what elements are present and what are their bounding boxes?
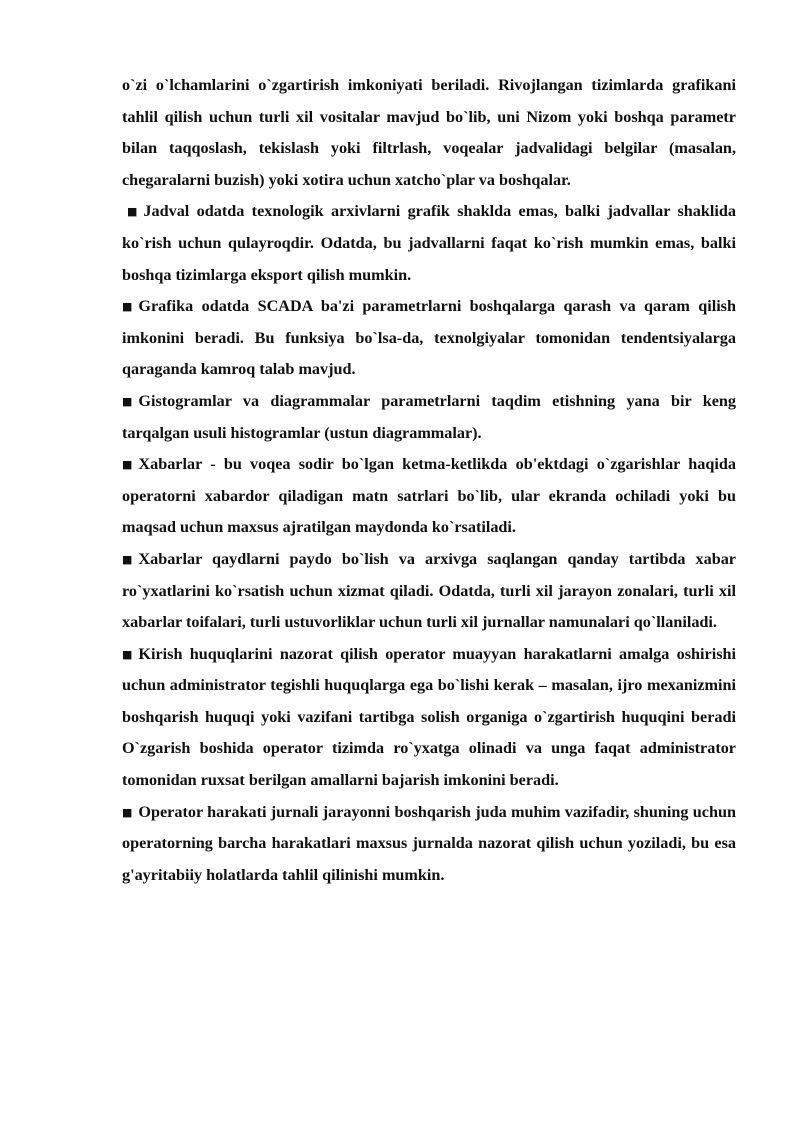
paragraph-text: Operator harakati jurnali jarayonni boshqarish juda muhim vazifadir, shuning uchun operatorning barcha harakatlari maxsus jurnalda nazorat qilish uchun yoziladi, bu esa g'ayritabiiy holatlarda tahlil qilinishi mumkin. — [122, 802, 736, 884]
paragraph-xabarlar — [122, 449, 736, 544]
square-bullet-icon: ■ — [122, 552, 133, 566]
document-page — [122, 70, 736, 891]
square-bullet-icon: ■ — [122, 458, 133, 472]
square-bullet-icon: ■ — [127, 205, 138, 219]
paragraph-gistogramlar — [122, 386, 736, 449]
paragraph-xabarlar-qaydlar — [122, 544, 736, 639]
paragraph-text: Gistogramlar va diagrammalar parametrlarni taqdim etishning yana bir keng tarqalgan usuli histogramlar (ustun diagrammalar). — [122, 391, 736, 442]
square-bullet-icon: ■ — [122, 805, 133, 819]
paragraph-text: Kirish huquqlarini nazorat qilish operator muayyan harakatlarni amalga oshirishi uchun administrator tegishli huquqlarga ega bo`lishi kerak – masalan, ijro mexanizmini boshqarish huquqi yoki vazifani tartibga solish organiga o`zgartirish huquqini beradi O`zgarish boshida operator tizimda ro`yxatga olinadi va unga faqat administrator tomonidan ruxsat berilgan amallarni bajarish imkonini beradi. — [122, 644, 736, 790]
square-bullet-icon: ■ — [122, 300, 133, 314]
paragraph-kirish-huquqlari — [122, 639, 736, 797]
paragraph-jadval — [122, 196, 736, 291]
paragraph-text: Grafika odatda SCADA ba'zi parametrlarni boshqalarga qarash va qaram qilish imkonini beradi. Bu funksiya bo`lsa-da, texnolgiyalar tomonidan tendentsiyalarga qaraganda kamroq talab mavjud. — [122, 297, 736, 379]
paragraph-operator-jurnali — [122, 797, 736, 892]
square-bullet-icon: ■ — [122, 394, 133, 408]
paragraph-continuation: o`zi o`lchamlarini o`zgartirish imkoniyati beriladi. Rivojlangan tizimlarda grafikani tahlil qilish uchun turli xil vositalar mavjud bo`lib, uni Nizom yoki boshqa parametr bilan taqqoslash, tekislash yoki filtrlash, voqealar jadvalidagi belgilar (masalan, chegaralarni buzish) yoki xotira uchun xatcho`plar va boshqalar. — [122, 76, 736, 189]
paragraph-grafika — [122, 291, 736, 386]
square-bullet-icon: ■ — [122, 647, 133, 661]
paragraph-text: Xabarlar qaydlarni paydo bo`lish va arxivga saqlangan qanday tartibda xabar ro`yxatlarini ko`rsatish uchun xizmat qiladi. Odatda, turli xil jarayon zonalari, turli xil xabarlar toifalari, turli ustuvorliklar uchun turli xil jurnallar namunalari qo`llaniladi. — [122, 549, 736, 632]
paragraph-text: Jadval odatda texnologik arxivlarni grafik shaklda emas, balki jadvallar shaklida ko`rish uchun qulayroqdir. Odatda, bu jadvallarni faqat ko`rish mumkin emas, balki boshqa tizimlarga eksport qilish mumkin. — [122, 202, 736, 284]
paragraph-text: Xabarlar - bu voqea sodir bo`lgan ketma-ketlikda ob'ektdagi o`zgarishlar haqida operatorni xabardor qiladigan matn satrlari bo`lib, ular ekranda ochiladi yoki bu maqsad uchun maxsus ajratilgan maydonda ko`rsatiladi. — [122, 455, 736, 537]
